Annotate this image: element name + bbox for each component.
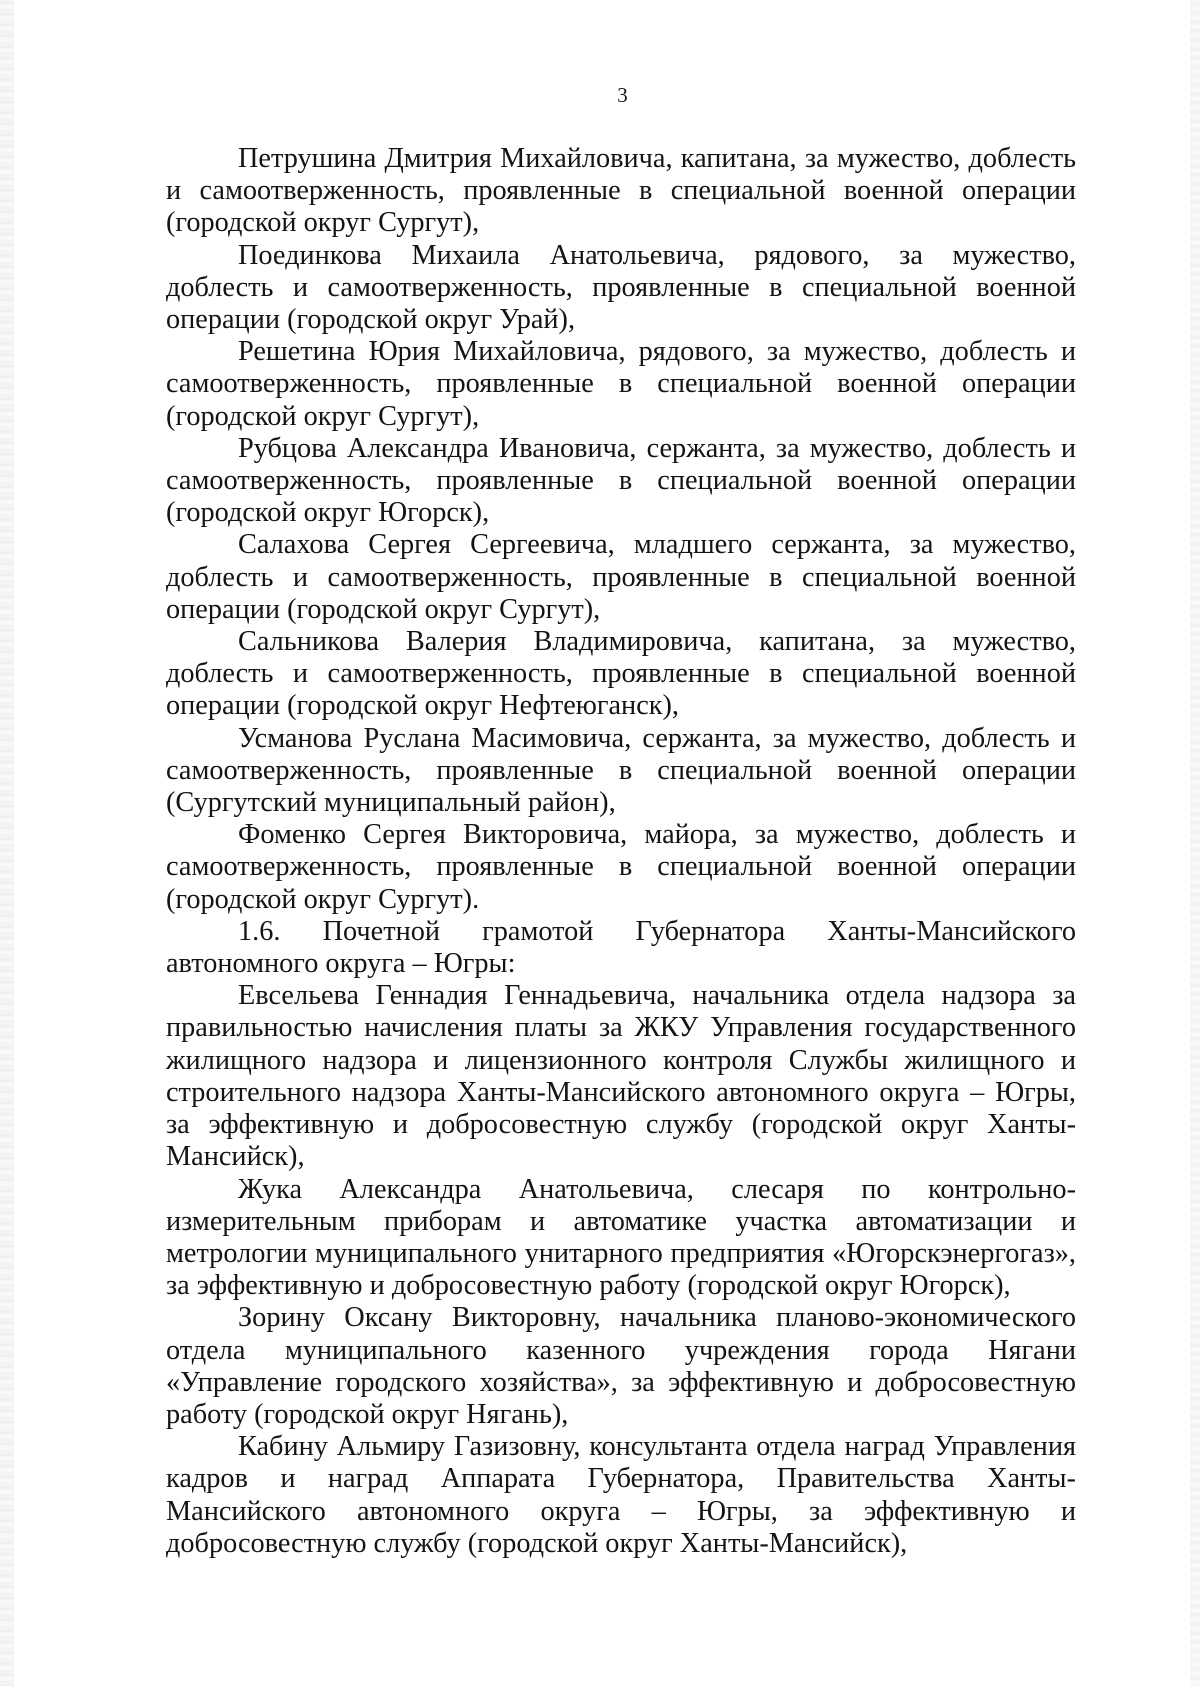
award-paragraph: Жука Александра Анатольевича, слесаря по контрольно-измерительным приборам и автоматике участка автоматизации и метрологии муниципального унитарного предприятия «Югорскэнергогаз», за эффективную и добросовестную работу (городской округ Югорск), — [166, 1173, 1076, 1302]
award-paragraph: Салахова Сергея Сергеевича, младшего сержанта, за мужество, доблесть и самоотверженность, проявленные в специальной военной операции (городской округ Сургут), — [166, 529, 1076, 625]
scan-edge-right — [1190, 0, 1200, 1686]
award-paragraph: Фоменко Сергея Викторовича, майора, за мужество, доблесть и самоотверженность, проявленные в специальной военной операции (городской округ Сургут). — [166, 819, 1076, 915]
award-paragraph: Рубцова Александра Ивановича, сержанта, за мужество, доблесть и самоотверженность, проявленные в специальной военной операции (городской округ Югорск), — [166, 432, 1076, 529]
award-paragraph: Петрушина Дмитрия Михайловича, капитана, за мужество, доблесть и самоотверженность, проявленные в специальной военной операции (городской округ Сургут), — [166, 143, 1076, 239]
page-number: 3 — [617, 83, 628, 107]
award-paragraph: Евсельева Геннадия Геннадьевича, начальника отдела надзора за правильностью начисления платы за ЖКУ Управления государственного жилищного надзора и лицензионного контроля Службы жилищного и строительного надзора Ханты-Мансийского автономного округа – Югры, за эффективную и добросовестную службу (городской округ Ханты-Мансийск), — [166, 980, 1076, 1173]
award-paragraph: Решетина Юрия Михайловича, рядового, за мужество, доблесть и самоотверженность, проявленные в специальной военной операции (городской округ Сургут), — [166, 336, 1076, 432]
award-paragraph: Сальникова Валерия Владимировича, капитана, за мужество, доблесть и самоотверженность, проявленные в специальной военной операции (городской округ Нефтеюганск), — [166, 626, 1076, 722]
award-paragraph: Зорину Оксану Викторовну, начальника планово-экономического отдела муниципального казенного учреждения города Нягани «Управление городского хозяйства», за эффективную и добросовестную работу (городской округ Нягань), — [166, 1302, 1076, 1430]
award-paragraph: Усманова Руслана Масимовича, сержанта, за мужество, доблесть и самоотверженность, проявленные в специальной военной операции (Сургутский муниципальный район), — [166, 722, 1076, 819]
scan-edge-left — [0, 0, 14, 1686]
section-heading: 1.6. Почетной грамотой Губернатора Ханты-Мансийского автономного округа – Югры: — [166, 915, 1076, 980]
award-paragraph: Кабину Альмиру Газизовну, консультанта отдела наград Управления кадров и наград Аппарата Губернатора, Правительства Ханты-Мансийского автономного округа – Югры, за эффективную и добросовестную службу (городской округ Ханты-Мансийск), — [166, 1431, 1076, 1559]
document-body — [166, 143, 1076, 1560]
award-paragraph: Поединкова Михаила Анатольевича, рядового, за мужество, доблесть и самоотверженность, проявленные в специальной военной операции (городской округ Урай), — [166, 239, 1076, 336]
